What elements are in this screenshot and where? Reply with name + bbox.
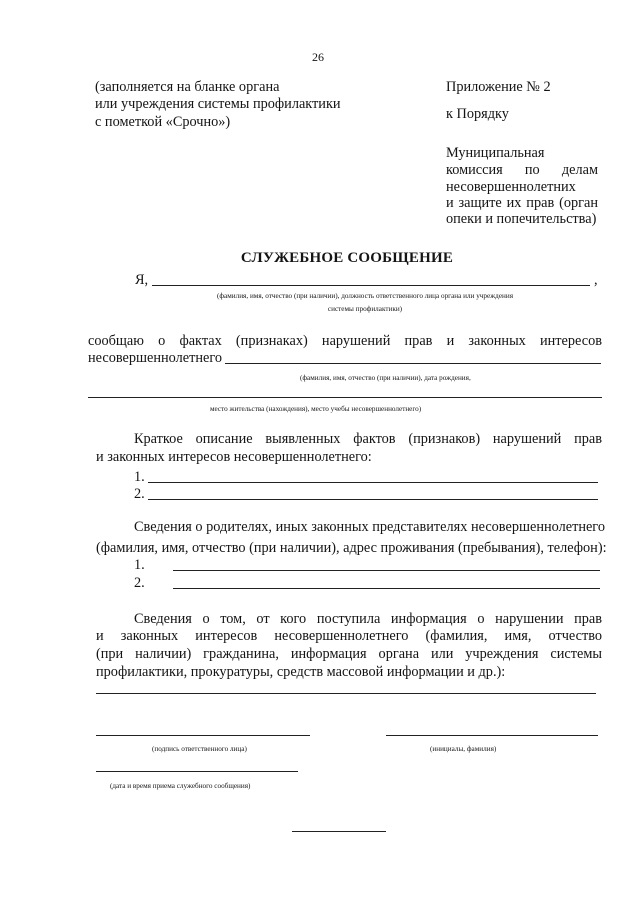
recipient-line: комиссия по делам	[446, 162, 598, 178]
appendix-subtitle: к Порядку	[446, 106, 509, 122]
appendix-title: Приложение № 2	[446, 79, 551, 95]
i-caption: системы профилактики)	[327, 305, 403, 313]
header-note-line: с пометкой «Срочно»)	[95, 114, 231, 130]
minor-fill-line[interactable]	[225, 363, 601, 364]
datetime-caption: (дата и время приема служебного сообщения)	[110, 782, 251, 790]
parents-item-number: 1.	[134, 557, 145, 573]
i-comma: ,	[594, 272, 598, 288]
recipient-line: Муниципальная	[446, 145, 545, 161]
parents-item-line[interactable]	[173, 570, 600, 571]
recipient-line: опеки и попечительства)	[446, 211, 597, 227]
document-title: СЛУЖЕБНОЕ СООБЩЕНИЕ	[240, 250, 454, 266]
facts-item-line[interactable]	[148, 499, 598, 500]
parents-item-number: 2.	[134, 575, 145, 591]
source-heading: Сведения о том, от кого поступила информация о нарушении прав	[134, 611, 602, 627]
facts-heading: и законных интересов несовершеннолетнего:	[96, 449, 372, 465]
facts-item-number: 1.	[134, 469, 145, 485]
initials-line[interactable]	[386, 735, 598, 736]
signature-line[interactable]	[96, 735, 310, 736]
source-fill-line[interactable]	[96, 693, 596, 694]
signature-caption: (подпись ответственного лица)	[152, 745, 247, 753]
datetime-line[interactable]	[96, 771, 298, 772]
i-caption: (фамилия, имя, отчество (при наличии), должность ответственного лица органа или учреждения	[216, 292, 514, 300]
minor-caption: место жительства (нахождения), место учебы несовершеннолетнего)	[210, 405, 422, 413]
parents-item-line[interactable]	[173, 588, 600, 589]
parents-heading: (фамилия, имя, отчество (при наличии), адрес проживания (пребывания), телефон):	[96, 540, 607, 556]
facts-item-line[interactable]	[148, 482, 598, 483]
i-fill-line[interactable]	[152, 285, 590, 286]
recipient-line: несовершеннолетних	[446, 179, 576, 195]
facts-item-number: 2.	[134, 486, 145, 502]
header-note-line: или учреждения системы профилактики	[95, 96, 341, 112]
page-number: 26	[312, 50, 324, 64]
source-heading: профилактики, прокуратуры, средств массовой информации и др.):	[96, 664, 506, 680]
i-label: Я,	[135, 272, 149, 288]
recipient-line: и защите их прав (орган	[446, 195, 598, 211]
source-heading: (при наличии) гражданина, информация органа или учреждения системы	[96, 646, 602, 662]
source-heading: и законных интересов несовершеннолетнего (фамилия, имя, отчество	[96, 628, 602, 644]
initials-caption: (инициалы, фамилия)	[430, 745, 497, 753]
facts-heading: Краткое описание выявленных фактов (признаков) нарушений прав	[134, 431, 602, 447]
minor-label: несовершеннолетнего	[88, 350, 223, 366]
header-note-line: (заполняется на бланке органа	[95, 79, 280, 95]
report-line: сообщаю о фактах (признаках) нарушений прав и законных интересов	[88, 333, 602, 349]
minor-caption: (фамилия, имя, отчество (при наличии), дата рождения,	[300, 374, 471, 382]
minor-fill-line-2[interactable]	[88, 397, 602, 398]
parents-heading: Сведения о родителях, иных законных представителях несовершеннолетнего	[134, 519, 605, 535]
closing-rule	[292, 831, 386, 832]
